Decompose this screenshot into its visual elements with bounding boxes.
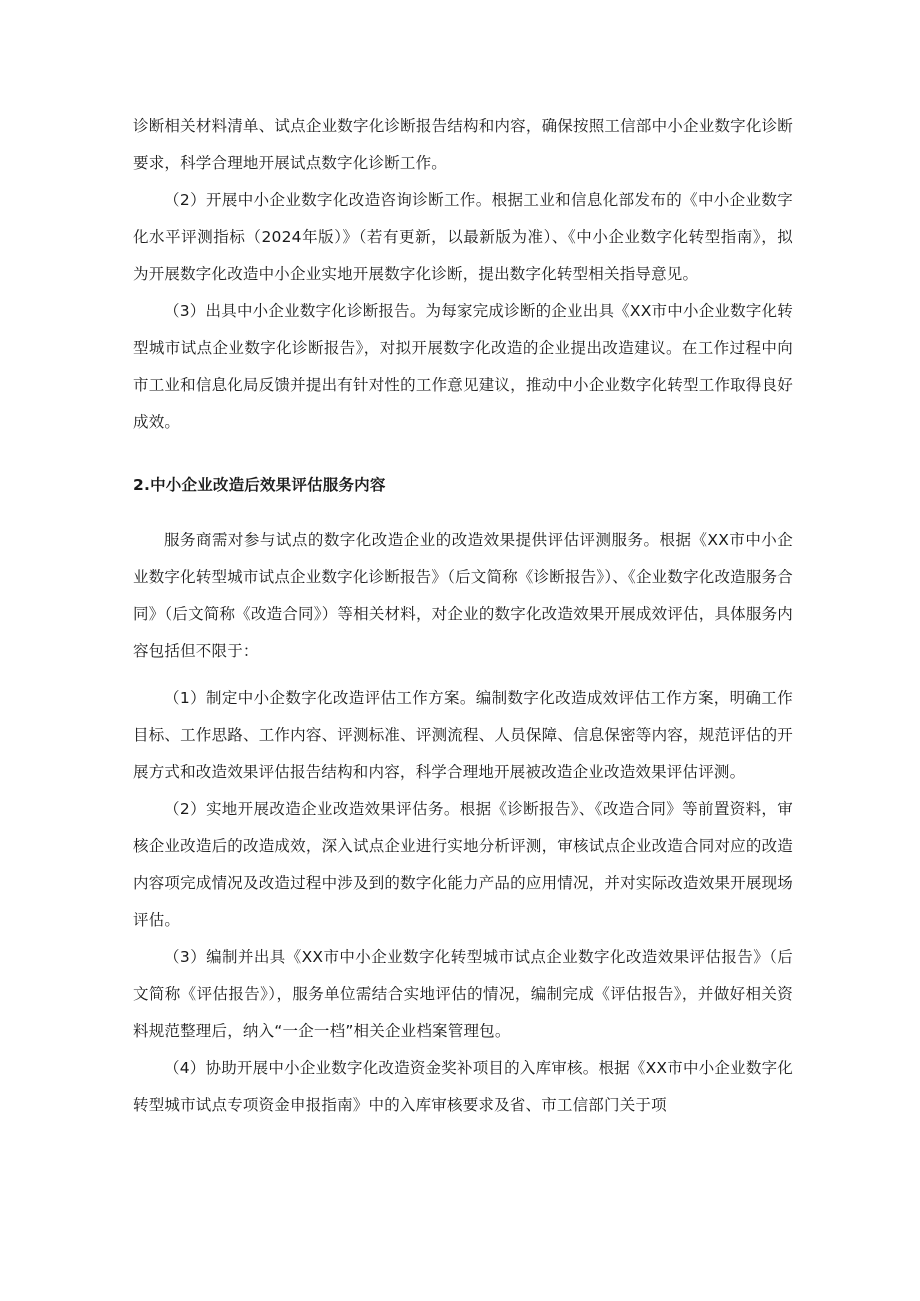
paragraph-eval-item-3: （3）编制并出具《XX市中小企业数字化转型城市试点企业数字化改造效果评估报告》（后文简称《评估报告》），服务单位需结合实地评估的情况，编制完成《评估报告》，并做好相关资料规范整理后，纳入“一企一档”相关企业档案管理包。 [133,948,793,1040]
paragraph-eval-item-2: （2）实地开展改造企业改造效果评估务。根据《诊断报告》、《改造合同》等前置资料，审核企业改造后的改造成效，深入试点企业进行实地分析评测，审核试点企业改造合同对应的改造内容项完成情况及改造过程中涉及到的数字化能力产品的应用情况，并对实际改造效果开展现场评估。 [133,800,793,929]
document-page [133,108,793,1124]
paragraph-eval-item-1: （1）制定中小企数字化改造评估工作方案。编制数字化改造成效评估工作方案，明确工作目标、工作思路、工作内容、评测标准、评测流程、人员保障、信息保密等内容，规范评估的开展方式和改造效果评估报告结构和内容，科学合理地开展被改造企业改造效果评估评测。 [133,689,793,781]
paragraph-item-2-consulting: （2）开展中小企业数字化改造咨询诊断工作。根据工业和信息化部发布的《中小企业数字化水平评测指标（2024年版）》（若有更新，以最新版为准）、《中小企业数字化转型指南》，拟为开展数字化改造中小企业实地开展数字化诊断，提出数字化转型相关指导意见。 [133,191,793,283]
paragraph-eval-item-4: （4）协助开展中小企业数字化改造资金奖补项目的入库审核。根据《XX市中小企业数字化转型城市试点专项资金申报指南》中的入库审核要求及省、市工信部门关于项 [133,1059,793,1114]
paragraph-diagnosis-materials: 诊断相关材料清单、试点企业数字化诊断报告结构和内容，确保按照工信部中小企业数字化诊断要求，科学合理地开展试点数字化诊断工作。 [133,117,793,172]
section-heading-evaluation: 2.中小企业改造后效果评估服务内容 [133,476,386,494]
paragraph-item-3-report: （3）出具中小企业数字化诊断报告。为每家完成诊断的企业出具《XX市中小企业数字化转型城市试点企业数字化诊断报告》，对拟开展数字化改造的企业提出改造建议。在工作过程中向市工业和信息化局反馈并提出有针对性的工作意见建议，推动中小企业数字化转型工作取得良好成效。 [133,302,793,431]
paragraph-evaluation-intro: 服务商需对参与试点的数字化改造企业的改造效果提供评估评测服务。根据《XX市中小企业数字化转型城市试点企业数字化诊断报告》（后文简称《诊断报告》）、《企业数字化改造服务合同》（后文简称《改造合同》）等相关材料，对企业的数字化改造效果开展成效评估，具体服务内容包括但不限于： [133,531,793,660]
